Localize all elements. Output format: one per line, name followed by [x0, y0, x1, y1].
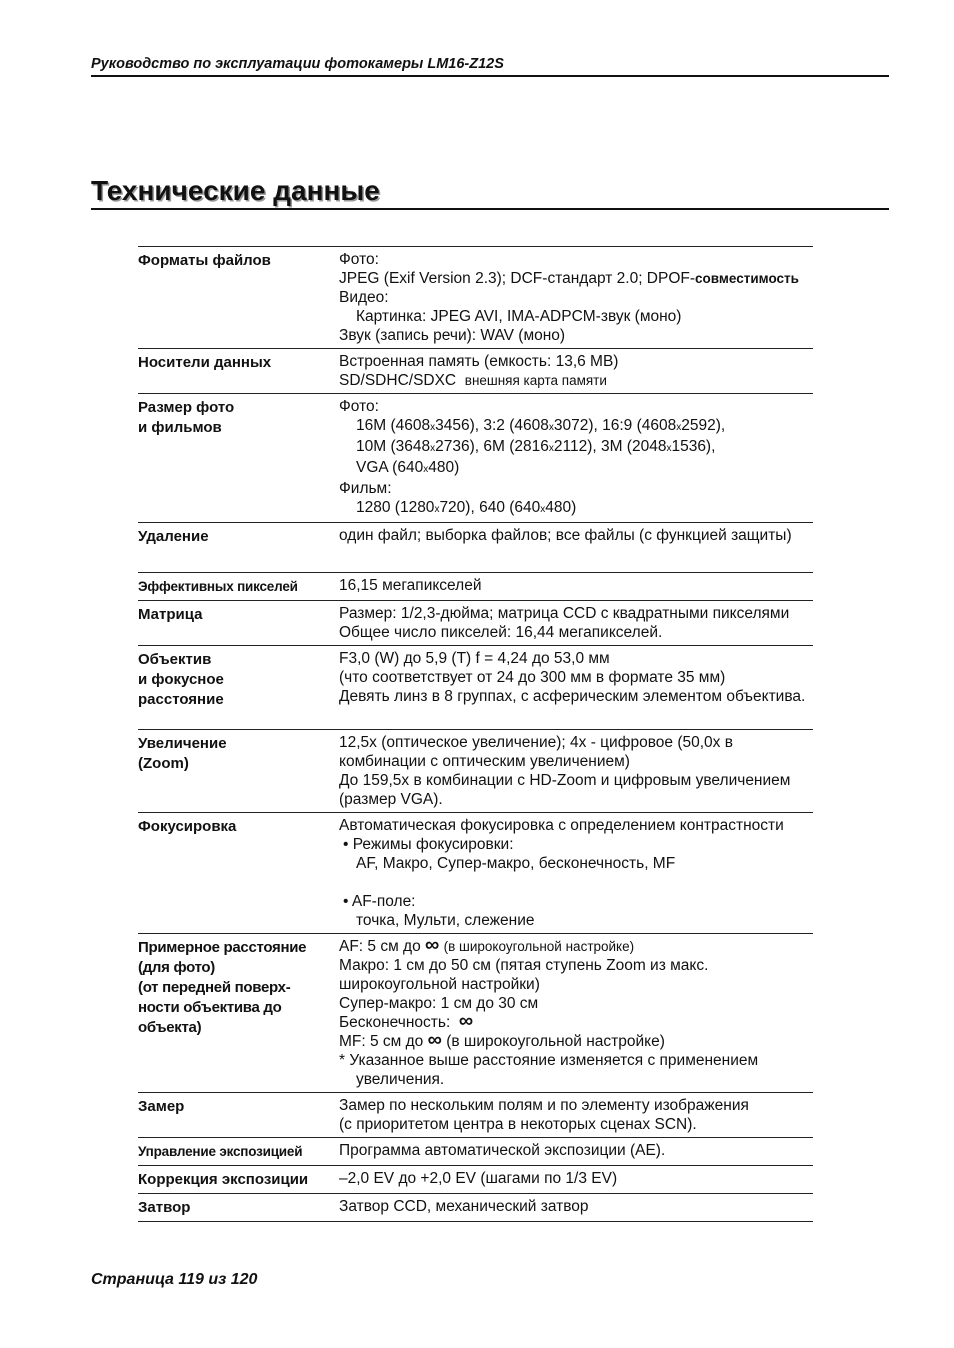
spec-value	[339, 1138, 813, 1166]
spec-value	[339, 601, 813, 646]
spec-row-lens	[138, 646, 813, 730]
spec-line: Замер по нескольким полям и по элементу изображения	[339, 1097, 749, 1114]
spec-line: * Указанное выше расстояние изменяется с применением	[339, 1052, 759, 1069]
spec-label: Управление экспозицией	[138, 1138, 339, 1166]
spec-label-line: и фокусное	[138, 671, 224, 688]
spec-line: Фото:	[339, 398, 379, 415]
spec-value	[339, 730, 813, 813]
spec-row-metering	[138, 1093, 813, 1138]
spec-line: Девять линз в 8 группах, с асферическим элементом объектива.	[339, 688, 806, 705]
spec-label: Фокусировка	[138, 813, 339, 934]
spec-line: Общее число пикселей: 16,44 мегапикселей.	[339, 624, 663, 641]
spec-label: Форматы файлов	[138, 247, 339, 349]
infinity-icon: ∞	[425, 934, 440, 956]
spec-line: Макро: 1 см до 50 см (пятая ступень Zoom из макс.	[339, 957, 709, 974]
spec-line: F3,0 (W) до 5,9 (T) f = 4,24 до 53,0 мм	[339, 650, 610, 667]
spec-text: внешняя карта памяти	[464, 373, 607, 388]
spec-label-line: расстояние	[138, 691, 224, 708]
spec-label	[138, 646, 339, 730]
spec-label-line: (от передней поверх-	[138, 979, 291, 996]
spec-line: Фото:	[339, 251, 379, 268]
spec-line: Супер-макро: 1 см до 30 см	[339, 995, 539, 1012]
spec-line: AF, Макро, Супер-макро, бесконечность, MF	[356, 855, 676, 872]
spec-line: Программа автоматической экспозиции (AE).	[339, 1142, 666, 1159]
spec-value	[339, 813, 813, 934]
spec-row-delete	[138, 523, 813, 573]
spec-label: Замер	[138, 1093, 339, 1138]
spec-label-line: (для фото)	[138, 959, 215, 976]
spec-line: До 159,5x в комбинации с HD-Zoom и цифровым увеличением	[339, 772, 791, 789]
spec-value	[339, 394, 813, 523]
spec-row-exposure-comp	[138, 1166, 813, 1194]
spec-line: –2,0 EV до +2,0 EV (шагами по 1/3 EV)	[339, 1170, 618, 1187]
spec-value	[339, 934, 813, 1093]
spec-value	[339, 1093, 813, 1138]
spec-row-size	[138, 394, 813, 523]
spec-text: совместимость	[695, 271, 799, 286]
spec-label-line: объекта)	[138, 1019, 202, 1036]
spec-row-shutter	[138, 1194, 813, 1222]
spec-line: (с приоритетом центра в некоторых сценах SCN).	[339, 1116, 697, 1133]
spec-line: • AF-поле:	[343, 893, 416, 910]
spec-row-formats	[138, 247, 813, 349]
spec-line: широкоугольной настройки)	[339, 976, 540, 993]
spec-label-line: Объектив	[138, 651, 212, 668]
spec-row-storage	[138, 349, 813, 394]
spec-line: один файл; выборка файлов; все файлы (с функцией защиты)	[339, 527, 792, 544]
spec-label-line: Примерное расстояние	[138, 939, 307, 956]
spec-value	[339, 573, 813, 601]
spec-label	[138, 934, 339, 1093]
spec-value	[339, 1194, 813, 1222]
infinity-icon: ∞	[427, 1029, 442, 1051]
spec-line: увеличения.	[356, 1071, 445, 1088]
spec-line: (размер VGA).	[339, 791, 443, 808]
spec-label-line: (Zoom)	[138, 755, 189, 772]
spec-text: SD/SDHC/SDXC	[339, 372, 457, 389]
page-title: Технические данные	[91, 175, 889, 210]
spec-label-line: Увеличение	[138, 735, 227, 752]
spec-line: Встроенная память (емкость: 13,6 MB)	[339, 353, 619, 370]
spec-label	[138, 394, 339, 523]
spec-line: Размер: 1/2,3-дюйма; матрица CCD с квадратными пикселями	[339, 605, 790, 622]
spec-line: 10M (3648x2736), 6M (2816x2112), 3M (2048x1536),	[356, 438, 716, 455]
spec-line: 12,5x (оптическое увеличение); 4x - цифровое (50,0x в	[339, 734, 733, 751]
spec-value	[339, 1166, 813, 1194]
spec-label-line: Размер фото	[138, 399, 235, 416]
spec-line: Фильм:	[339, 480, 392, 497]
spec-row-pixels	[138, 573, 813, 601]
spec-row-focus	[138, 813, 813, 934]
spec-label	[138, 730, 339, 813]
spec-line	[339, 371, 813, 390]
spec-row-zoom	[138, 730, 813, 813]
spec-label: Удаление	[138, 523, 339, 573]
spec-line: • Режимы фокусировки:	[343, 836, 514, 853]
spec-line: Картинка: JPEG AVI, IMA-ADPCM-звук (моно)	[356, 308, 682, 325]
spec-label-line: и фильмов	[138, 419, 222, 436]
spec-value	[339, 646, 813, 730]
spec-line: точка, Мульти, слежение	[356, 912, 535, 929]
spec-line: AF: 5 см до ∞ (в широкоугольной настройке)	[339, 934, 635, 956]
spec-line: Затвор CCD, механический затвор	[339, 1198, 589, 1215]
spec-table	[138, 246, 813, 1222]
spec-label-line: ности объектива до	[138, 999, 282, 1016]
spec-line: VGA (640x480)	[356, 459, 460, 476]
spec-line: комбинации с оптическим увеличением)	[339, 753, 630, 770]
spec-row-distance	[138, 934, 813, 1093]
infinity-icon: ∞	[458, 1010, 474, 1032]
spec-line: (что соответствует от 24 до 300 мм в формате 35 мм)	[339, 669, 726, 686]
spec-line: Звук (запись речи): WAV (моно)	[339, 327, 566, 344]
spec-text: JPEG (Exif Version 2.3); DCF-стандарт 2.0; DPOF-	[339, 270, 696, 287]
spec-label: Носители данных	[138, 349, 339, 394]
spec-label: Матрица	[138, 601, 339, 646]
spec-line: 16M (4608x3456), 3:2 (4608x3072), 16:9 (4608x2592),	[356, 417, 726, 434]
spec-label: Затвор	[138, 1194, 339, 1222]
spec-value	[339, 349, 813, 394]
spec-row-sensor	[138, 601, 813, 646]
page-footer: Страница 119 из 120	[91, 1271, 258, 1288]
spec-value	[339, 523, 813, 573]
spec-value	[339, 247, 813, 349]
spec-line: 16,15 мегапикселей	[339, 577, 482, 594]
spec-line	[339, 269, 813, 288]
spec-line: 1280 (1280x720), 640 (640x480)	[356, 499, 577, 516]
spec-label: Коррекция экспозиции	[138, 1166, 339, 1194]
running-header: Руководство по эксплуатации фотокамеры LM16-Z12S	[91, 56, 889, 77]
spec-blank-line	[339, 873, 813, 892]
spec-line: Видео:	[339, 289, 389, 306]
spec-label: Эффективных пикселей	[138, 573, 339, 601]
spec-line: Автоматическая фокусировка с определением контрастности	[339, 817, 784, 834]
spec-line: Бесконечность: ∞	[339, 1010, 474, 1032]
spec-line: MF: 5 см до ∞ (в широкоугольной настройке)	[339, 1029, 665, 1051]
spec-row-exposure-control	[138, 1138, 813, 1166]
